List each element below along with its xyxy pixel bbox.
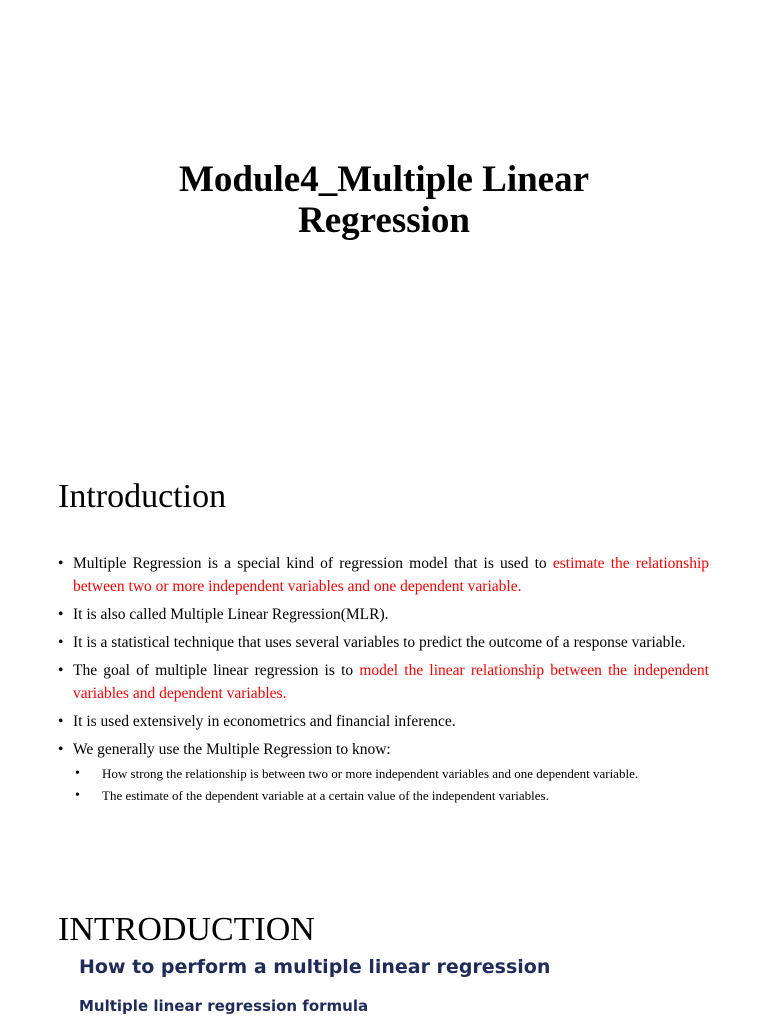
list-item xyxy=(58,738,709,807)
highlighted-text: estimate the relationship between two or more independent variables and one dependent variable. xyxy=(73,555,710,595)
sub-list-item xyxy=(73,785,709,807)
sub-list-item xyxy=(73,763,709,785)
bullet-text: It is a statistical technique that uses several variables to predict the outcome of a response variable. xyxy=(73,634,686,651)
list-item xyxy=(58,603,709,626)
how-to-perform-heading: How to perform a multiple linear regression xyxy=(79,956,551,978)
bullet-icon: • xyxy=(58,555,64,572)
bullet-icon: • xyxy=(75,788,80,803)
sub-bullet-text: The estimate of the dependent variable at a certain value of the independent variables. xyxy=(102,788,549,803)
bullet-icon: • xyxy=(75,766,80,781)
list-item xyxy=(58,710,709,733)
slide-title-line-2: Regression xyxy=(298,199,470,241)
bullet-icon: • xyxy=(58,662,64,679)
bullet-icon: • xyxy=(58,741,64,758)
bullet-text: The goal of multiple linear regression is to xyxy=(73,662,360,679)
bullet-text: It is also called Multiple Linear Regression(MLR). xyxy=(73,606,389,623)
introduction-heading: Introduction xyxy=(58,478,227,515)
formula-heading: Multiple linear regression formula xyxy=(79,997,369,1015)
sub-bullet-text: How strong the relationship is between two or more independent variables and one dependent variable. xyxy=(102,766,639,781)
bullet-text: It is used extensively in econometrics and financial inference. xyxy=(73,713,456,730)
list-item xyxy=(58,659,709,705)
bullet-icon: • xyxy=(58,606,64,623)
slide-title-line-1: Module4_Multiple Linear xyxy=(178,158,590,200)
bullet-text: Multiple Regression is a special kind of regression model that is used to xyxy=(73,555,553,572)
list-item xyxy=(58,552,709,598)
highlighted-text: model the linear relationship between the independent variables and dependent variables. xyxy=(73,662,709,702)
list-item xyxy=(58,631,709,654)
sub-bullet-list xyxy=(73,763,709,807)
introduction-caps-heading: INTRODUCTION xyxy=(58,911,315,948)
bullet-text: We generally use the Multiple Regression to know: xyxy=(73,741,391,758)
slide-title xyxy=(0,159,768,241)
bullet-icon: • xyxy=(58,713,64,730)
introduction-bullet-list xyxy=(58,552,709,812)
bullet-icon: • xyxy=(58,634,64,651)
